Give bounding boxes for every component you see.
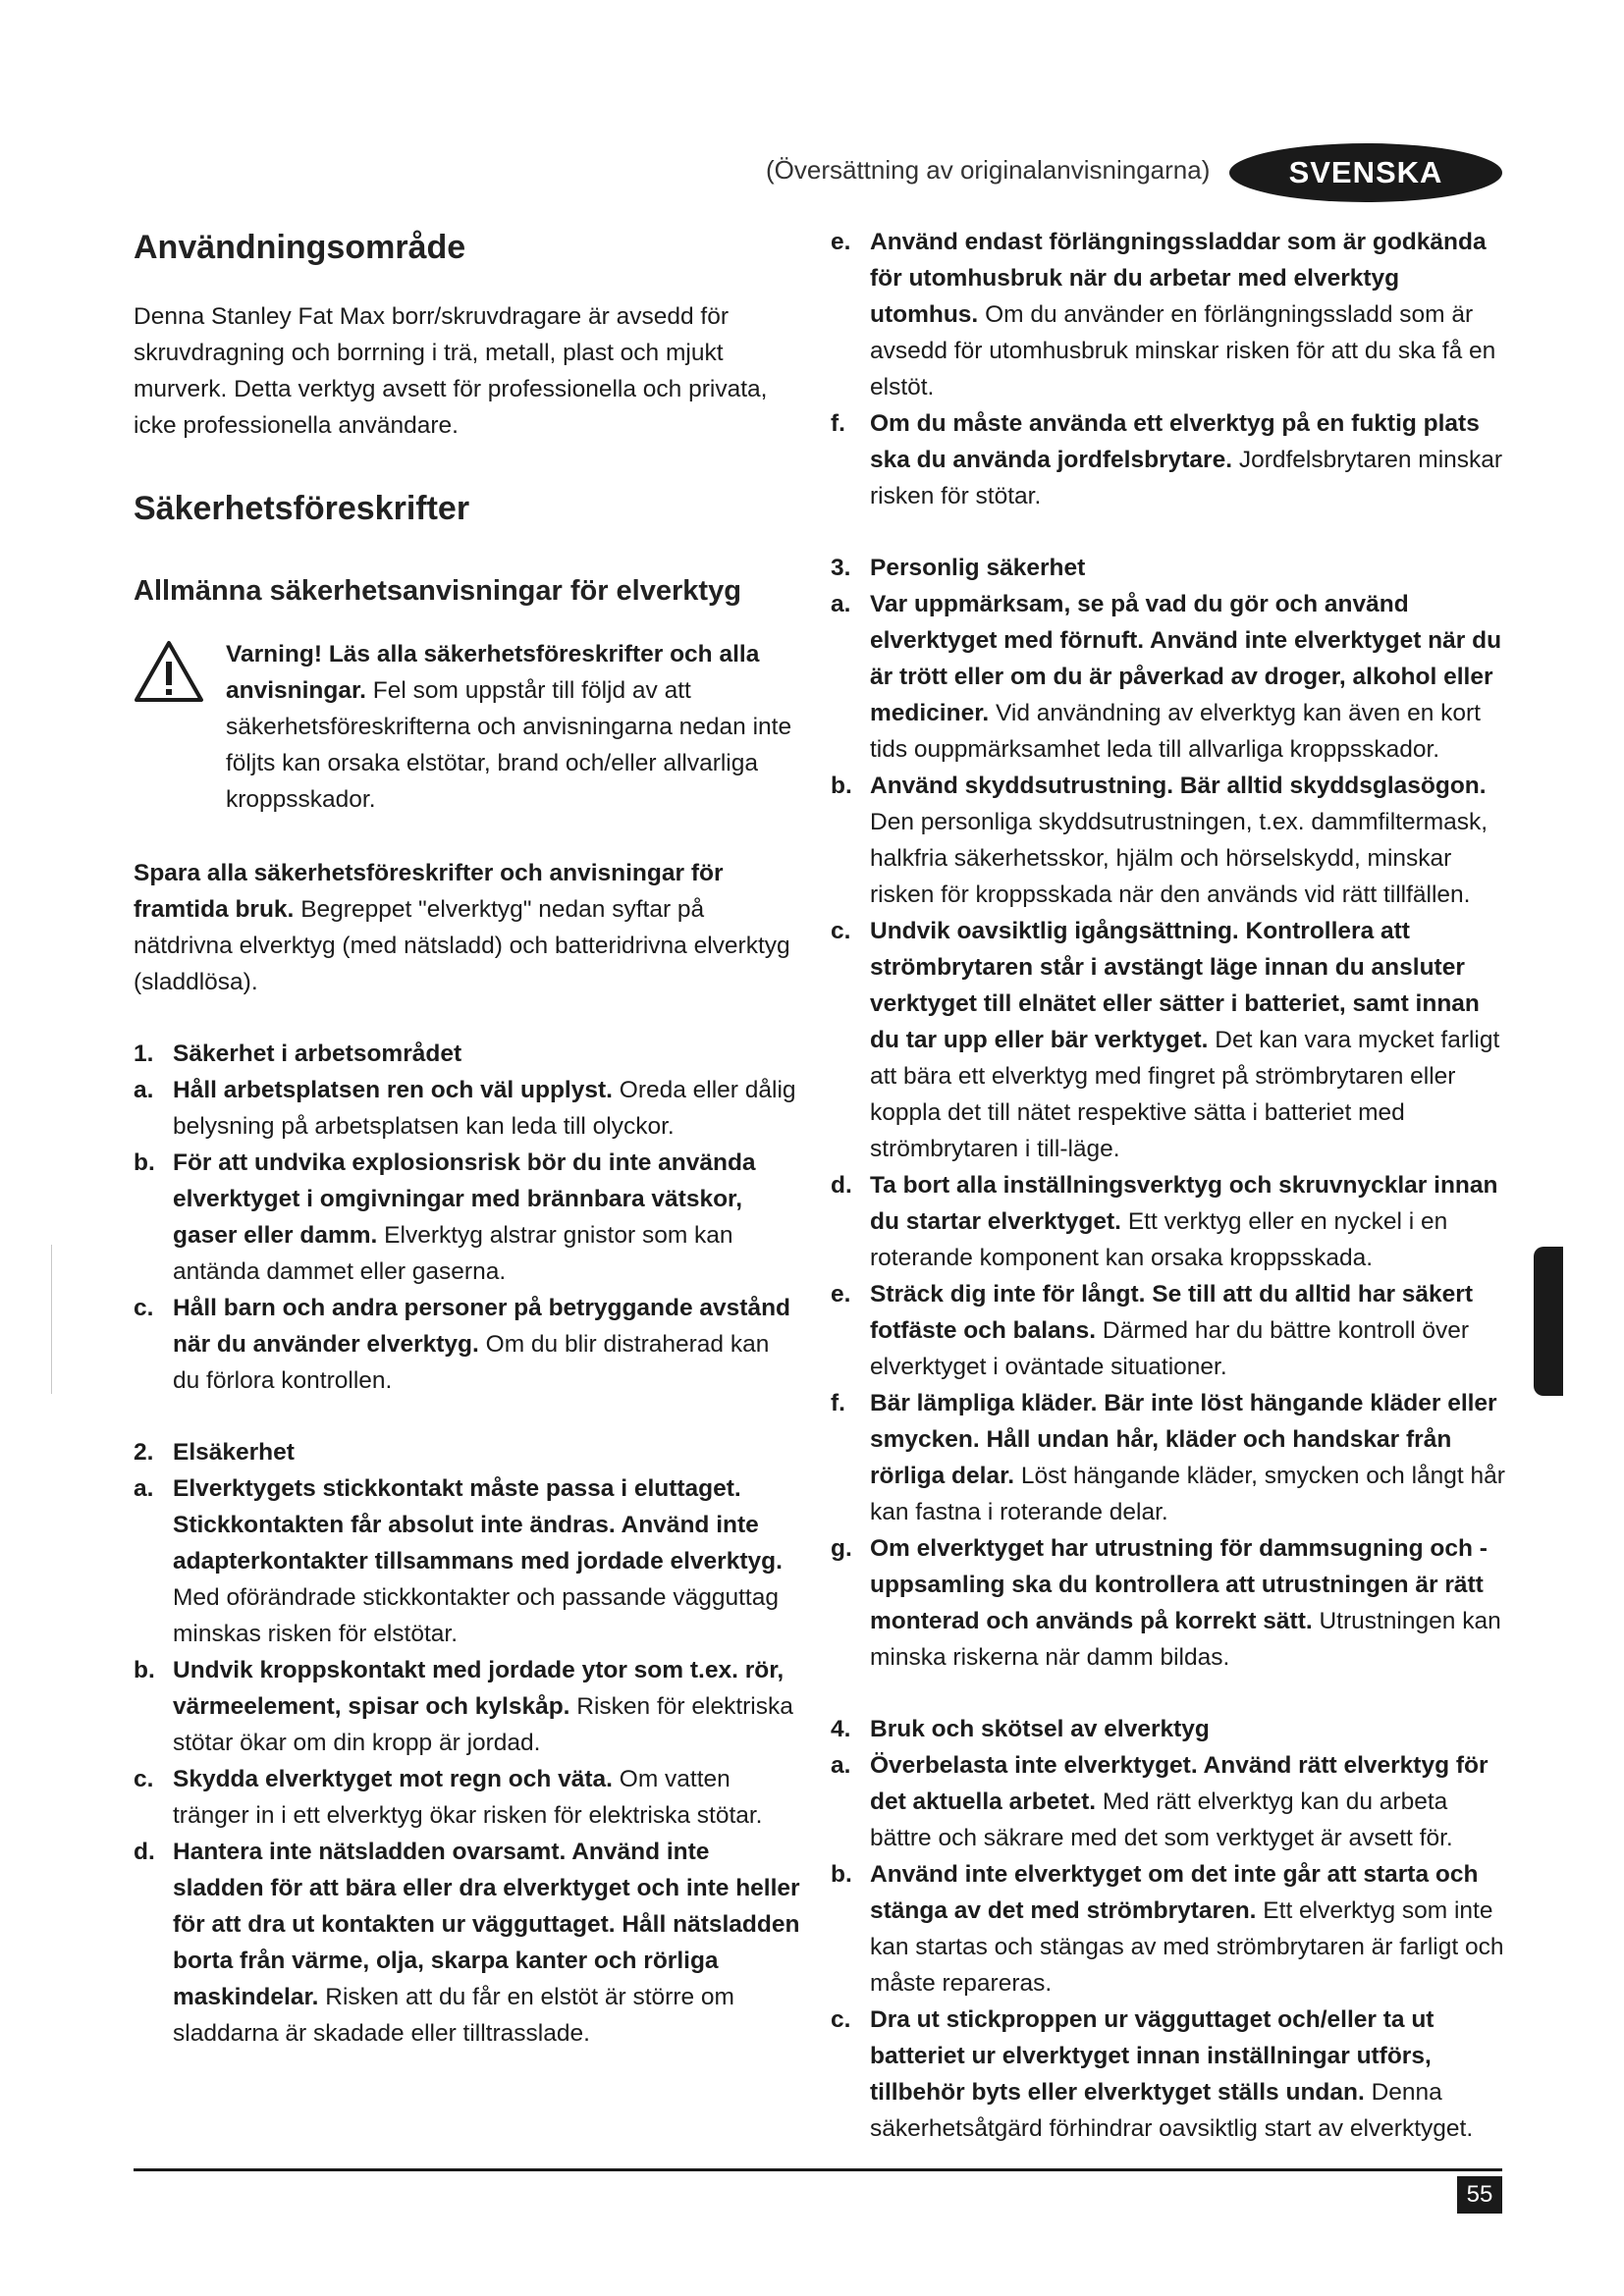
save-body-text: Begreppet "elverktyg" nedan syftar på nätdrivna elverktyg (med nätsladd) och batteridrivna elverktyg (sladdlösa). [134,896,790,995]
item-label: b. [831,773,852,799]
item-text: Med oförändrade stickkontakter och passande vägguttag minskas risken för elstötar. [173,1584,779,1647]
item-bold-text: Var uppmärksam, se på vad du gör och använd elverktyget med förnuft. Använd inte elverktyget när du är trött eller om du är påverkad av droger, alkohol eller mediciner. [870,591,1502,726]
list-item [134,1652,801,1761]
section-number: 3. [831,555,851,581]
item-text: Om du använder en förlängningssladd som är avsedd för utomhusbruk minskar risken för att du ska få en elstöt. [870,301,1496,400]
use-text: Denna Stanley Fat Max borr/skruvdragare är avsedd för skruvdragning och borrning i trä, metall, plast och mjukt murverk. Detta verktyg avsett för professionella och privata, icke professionella användare. [134,303,768,439]
section-title: Säkerhet i arbetsområdet [173,1041,462,1067]
list-item [831,2002,1508,2147]
item-label: a. [134,1077,154,1103]
list-item [831,1747,1508,1856]
item-bold-text: Håll barn och andra personer på betryggande avstånd när du använder elverktyg. [173,1295,790,1358]
item-text: Elverktyg alstrar gnistor som kan antända dammet eller gaserna. [173,1222,733,1285]
list-item [831,1276,1508,1385]
item-text: Jordfelsbrytaren minskar risken för stötar. [870,447,1503,509]
warning-block [134,636,801,818]
item-bold-text: Dra ut stickproppen ur vägguttaget och/eller ta ut batteriet ur elverktyget innan inställningar utförs, tillbehör byts eller elverktyget ställs undan. [870,2006,1435,2106]
left-column [134,224,801,2052]
language-badge [1229,143,1502,202]
item-text: Utrustningen kan minska riskerna när damm bildas. [870,1608,1501,1671]
item-bold-text: Om du måste använda ett elverktyg på en fuktig plats ska du använda jordfelsbrytare. [870,410,1480,473]
page-number: 55 [1457,2176,1502,2214]
item-text: Ett verktyg eller en nyckel i en roterande komponent kan orsaka kroppsskada. [870,1208,1448,1271]
list-item [831,405,1508,514]
item-label: e. [831,229,851,255]
item-text: Den personliga skyddsutrustningen, t.ex. dammfiltermask, halkfria säkerhetsskor, hjälm och hörselskydd, minskar risken för kroppsskada när den används vid rätt tillfällen. [870,809,1489,908]
item-bold-text: Överbelasta inte elverktyget. Använd rätt elverktyg för det aktuella arbetet. [870,1752,1489,1815]
section-title: Bruk och skötsel av elverktyg [870,1716,1210,1742]
item-label: c. [831,2006,851,2033]
list-item [134,1145,801,1290]
section-2-heading [134,1434,801,1470]
section-number: 1. [134,1041,154,1067]
section-side-tab [1534,1247,1563,1396]
list-item [831,1530,1508,1676]
general-safety-heading: Allmänna säkerhetsanvisningar för elverktyg [134,575,741,607]
header-subtitle: (Översättning av originalanvisningarna) [766,155,1211,185]
item-text: Det kan vara mycket farligt att bära ett elverktyg med fingret på strömbrytaren eller koppla det till nätet respektive sätta i batteriet med strömbrytaren i till-läge. [870,1027,1500,1162]
item-text: Därmed har du bättre kontroll över elverktyget i oväntade situationer. [870,1317,1470,1380]
list-item [831,1385,1508,1530]
list-item [831,913,1508,1167]
item-bold-text: Använd inte elverktyget om det inte går att starta och stänga av det med strömbrytaren. [870,1861,1479,1924]
item-text: Risken att du får en elstöt är större om sladdarna är skadade eller tilltrasslade. [173,1984,734,2047]
save-bold-text: Spara alla säkerhetsföreskrifter och anvisningar för framtida bruk. [134,860,724,923]
use-heading: Användningsområde [134,229,466,266]
item-bold-text: Hantera inte nätsladden ovarsamt. Använd inte sladden för att bära eller dra elverktyget och inte heller för att dra ut kontakten ur vägguttaget. Håll nätsladden borta från värme, olja, skarpa kanter och rörliga maskindelar. [173,1839,800,2010]
warning-body-text: Fel som uppstår till följd av att säkerhetsföreskrifterna och anvisningarna nedan inte följts kan orsaka elstötar, brand och/eller allvarliga kroppsskador. [226,677,792,813]
item-label: a. [134,1475,154,1502]
item-bold-text: Använd skyddsutrustning. Bär alltid skyddsglasögon. [870,773,1487,799]
list-item [134,1290,801,1399]
item-text: Denna säkerhetsåtgärd förhindrar oavsiktlig start av elverktyget. [870,2079,1474,2142]
item-text: Med rätt elverktyg kan du arbeta bättre och säkrare med det som verktyget är avsett för. [870,1789,1453,1851]
item-label: b. [831,1861,852,1888]
item-label: g. [831,1535,852,1562]
item-label: a. [831,1752,851,1779]
list-item [831,768,1508,913]
item-text: Om vatten tränger in i ett elverktyg ökar risken för elektriska stötar. [173,1766,763,1829]
item-bold-text: Ta bort alla inställningsverktyg och skruvnycklar innan du startar elverktyget. [870,1172,1498,1235]
item-text: Oreda eller dålig belysning på arbetsplatsen kan leda till olyckor. [173,1077,796,1140]
item-bold-text: Elverktygets stickkontakt måste passa i eluttaget. Stickkontakten får absolut inte ändras. Använd inte adapterkontakter tillsammans med jordade elverktyg. [173,1475,783,1575]
item-bold-text: Undvik kroppskontakt med jordade ytor som t.ex. rör, värmeelement, spisar och kylskåp. [173,1657,785,1720]
item-text: Risken för elektriska stötar ökar om din kropp är jordad. [173,1693,793,1756]
section-1-heading [134,1036,801,1072]
save-instructions [134,855,801,1000]
item-bold-text: Sträck dig inte för långt. Se till att du alltid har säkert fotfäste och balans. [870,1281,1473,1344]
item-bold-text: För att undvika explosionsrisk bör du inte använda elverktyget i omgivningar med brännbara vätskor, gaser eller damm. [173,1149,756,1249]
right-column [831,224,1508,2147]
section-number: 2. [134,1439,154,1466]
item-bold-text: Om elverktyget har utrustning för dammsugning och -uppsamling ska du kontrollera att utrustningen är rätt monterad och används på korrekt sätt. [870,1535,1488,1634]
item-text: Om du blir distraherad kan du förlora kontrollen. [173,1331,770,1394]
item-label: d. [831,1172,852,1199]
item-bold-text: Skydda elverktyget mot regn och väta. [173,1766,613,1792]
section-title: Elsäkerhet [173,1439,295,1466]
list-item [134,1834,801,2052]
footer-rule [134,2168,1502,2171]
section-3-heading [831,550,1508,586]
section-title: Personlig säkerhet [870,555,1086,581]
item-label: b. [134,1149,155,1176]
item-label: c. [831,918,851,944]
item-label: e. [831,1281,851,1308]
item-bold-text: Använd endast förlängningssladdar som är godkända för utomhusbruk när du arbetar med elverktyg utomhus. [870,229,1487,328]
list-item [134,1072,801,1145]
list-item [831,224,1508,405]
safety-heading: Säkerhetsföreskrifter [134,490,470,527]
item-text: Ett elverktyg som inte kan startas och stängas av med strömbrytaren är farligt och måste repareras. [870,1897,1504,1997]
language-label: SVENSKA [1288,155,1443,189]
list-item [134,1761,801,1834]
warning-bold-text: Varning! Läs alla säkerhetsföreskrifter och alla anvisningar. [226,641,760,704]
item-bold-text: Håll arbetsplatsen ren och väl upplyst. [173,1077,613,1103]
section-number: 4. [831,1716,851,1742]
section-4-heading [831,1711,1508,1747]
item-label: d. [134,1839,155,1865]
list-item [831,1167,1508,1276]
item-label: a. [831,591,851,617]
list-item [831,1856,1508,2002]
list-item [831,586,1508,768]
item-label: b. [134,1657,155,1683]
warning-triangle-icon [134,636,226,818]
item-label: f. [831,410,845,437]
item-text: Löst hängande kläder, smycken och långt hår kan fastna i roterande delar. [870,1463,1505,1525]
item-label: c. [134,1766,154,1792]
item-bold-text: Bär lämpliga kläder. Bär inte löst hängande kläder eller smycken. Håll undan hår, kläder och handskar från rörliga delar. [870,1390,1497,1489]
item-bold-text: Undvik oavsiktlig igångsättning. Kontrollera att strömbrytaren står i avstängt läge innan du ansluter verktyget till elnätet eller sätter i batteriet, samt innan du tar upp eller bär verktyget. [870,918,1480,1053]
item-label: f. [831,1390,845,1416]
list-item [134,1470,801,1652]
item-text: Vid användning av elverktyg kan även en kort tids ouppmärksamhet leda till allvarliga kroppsskador. [870,700,1481,763]
margin-line [51,1245,52,1394]
item-label: c. [134,1295,154,1321]
